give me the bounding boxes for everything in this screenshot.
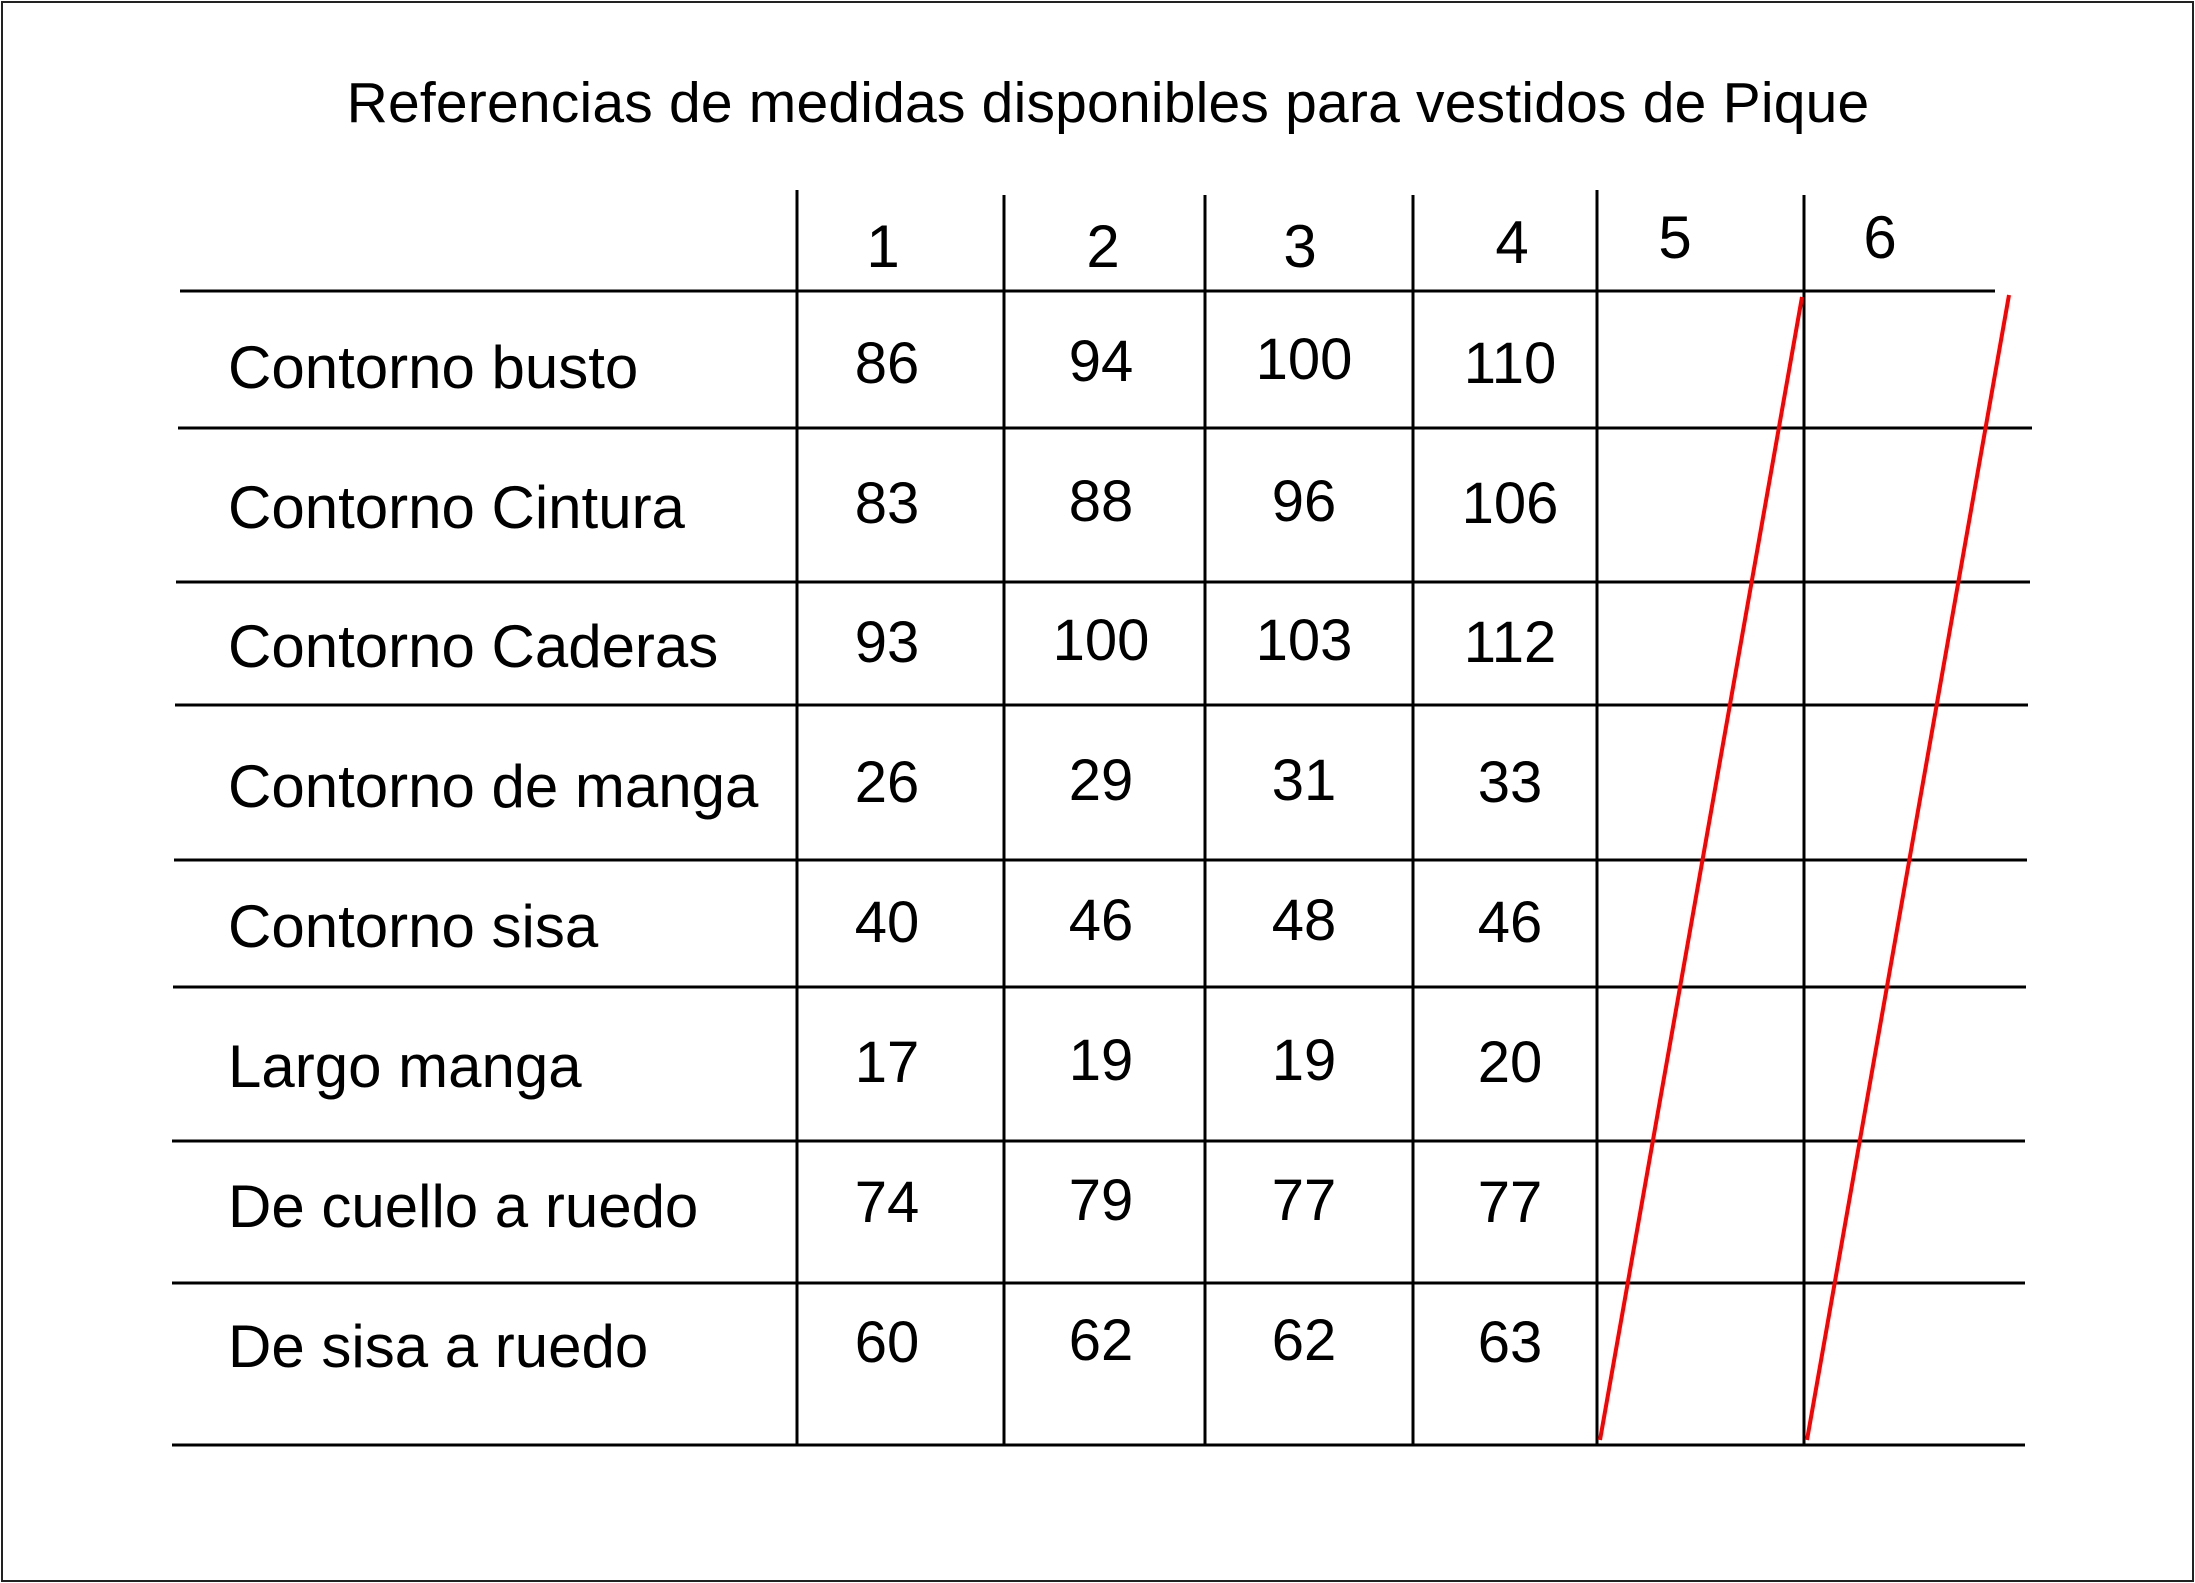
table-cell: 63 [1477, 1310, 1543, 1375]
table-cell: 19 [1068, 1028, 1134, 1093]
table-cell: 94 [1068, 329, 1134, 394]
table-cell: 46 [1068, 888, 1134, 953]
table-cell: 100 [1255, 327, 1353, 392]
table-cell: 62 [1271, 1308, 1337, 1373]
table-cell: 110 [1463, 331, 1557, 396]
row-label: De cuello a ruedo [228, 1173, 699, 1240]
column-header-6: 6 [1863, 204, 1897, 271]
table-cell: 46 [1477, 890, 1543, 955]
column-header-5: 5 [1658, 204, 1692, 271]
table-cell: 20 [1477, 1030, 1543, 1095]
table-cell: 48 [1271, 888, 1337, 953]
row-label: De sisa a ruedo [228, 1313, 649, 1380]
table-cell: 106 [1461, 471, 1559, 536]
table-cell: 103 [1255, 608, 1353, 673]
table-cell: 112 [1463, 610, 1557, 675]
table-cell: 77 [1477, 1170, 1543, 1235]
column-header-1: 1 [866, 213, 900, 280]
table-cell: 83 [854, 471, 920, 536]
column-header-3: 3 [1283, 213, 1317, 280]
row-label: Contorno Caderas [228, 613, 719, 680]
table-cell: 31 [1271, 748, 1337, 813]
row-label: Contorno Cintura [228, 474, 685, 541]
row-label: Contorno busto [228, 334, 639, 401]
table-cell: 77 [1271, 1168, 1337, 1233]
row-label: Contorno de manga [228, 753, 759, 820]
table-cell: 93 [854, 610, 920, 675]
table-cell: 40 [854, 890, 920, 955]
table-cell: 26 [854, 750, 920, 815]
table-cell: 79 [1068, 1168, 1134, 1233]
table-cell: 86 [854, 331, 920, 396]
column-header-2: 2 [1086, 213, 1120, 280]
table-cell: 19 [1271, 1028, 1337, 1093]
row-label: Largo manga [228, 1033, 582, 1100]
table-cell: 33 [1477, 750, 1543, 815]
row-rules [172, 291, 2032, 1445]
table-cell: 74 [854, 1170, 920, 1235]
row-label: Contorno sisa [228, 893, 599, 960]
table-cell: 100 [1052, 608, 1150, 673]
table-cell: 60 [854, 1310, 920, 1375]
strike-line-size-6 [1807, 295, 2009, 1440]
table-cell: 29 [1068, 748, 1134, 813]
table-cell: 62 [1068, 1308, 1134, 1373]
table-cell: 96 [1271, 469, 1337, 534]
table-cell: 88 [1068, 469, 1134, 534]
column-header-4: 4 [1495, 209, 1529, 276]
table-cell: 17 [854, 1030, 920, 1095]
page-title: Referencias de medidas disponibles para vestidos de Pique [346, 71, 1870, 135]
strike-line-size-5 [1600, 297, 1802, 1440]
